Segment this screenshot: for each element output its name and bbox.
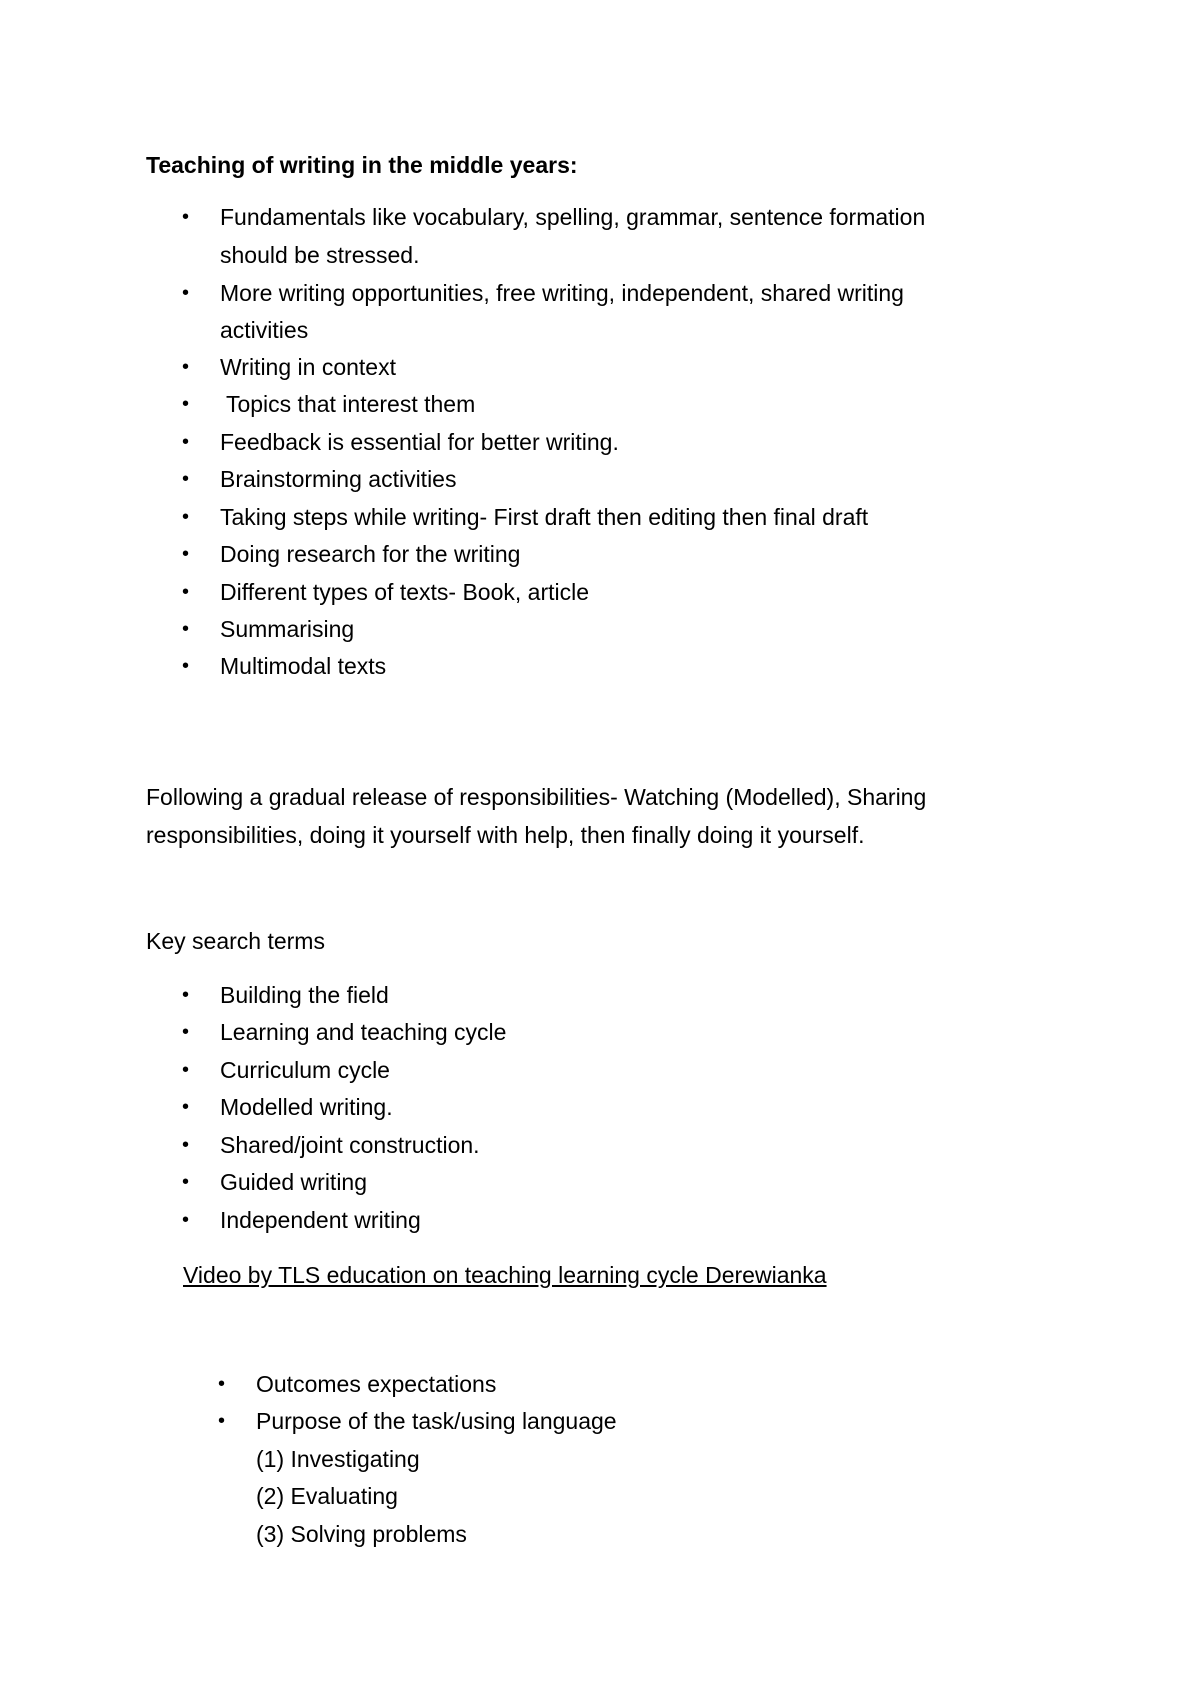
bullet-icon: • xyxy=(182,506,190,528)
bullet-icon: • xyxy=(182,984,190,1006)
list-item: Purpose of the task/using language xyxy=(256,1408,617,1434)
section-label: Key search terms xyxy=(146,928,325,954)
bullet-icon: • xyxy=(182,581,190,603)
bullet-icon: • xyxy=(182,393,190,415)
list-item: More writing opportunities, free writing, independent, shared writing xyxy=(220,280,904,306)
bullet-icon: • xyxy=(182,282,190,304)
list-item: Shared/joint construction. xyxy=(220,1132,480,1158)
list-item: Writing in context xyxy=(220,354,396,380)
bullet-icon: • xyxy=(182,1021,190,1043)
numbered-item: (1) Investigating xyxy=(256,1446,420,1472)
list-item: Feedback is essential for better writing. xyxy=(220,429,619,455)
page-title: Teaching of writing in the middle years: xyxy=(146,152,578,178)
list-item: Fundamentals like vocabulary, spelling, grammar, sentence formation xyxy=(220,204,926,230)
list-item: Topics that interest them xyxy=(220,391,476,417)
bullet-icon: • xyxy=(182,1171,190,1193)
paragraph-line: responsibilities, doing it yourself with help, then finally doing it yourself. xyxy=(146,822,865,848)
list-item: Different types of texts- Book, article xyxy=(220,579,590,605)
bullet-icon: • xyxy=(182,1096,190,1118)
bullet-icon: • xyxy=(182,356,190,378)
bullet-icon: • xyxy=(182,431,190,453)
bullet-icon: • xyxy=(182,1209,190,1231)
list-item-continuation: activities xyxy=(220,317,309,343)
list-item: Doing research for the writing xyxy=(220,541,521,567)
list-item-continuation: should be stressed. xyxy=(220,242,420,268)
bullet-icon: • xyxy=(182,468,190,490)
numbered-item: (3) Solving problems xyxy=(256,1521,467,1547)
bullet-icon: • xyxy=(182,655,190,677)
bullet-icon: • xyxy=(182,543,190,565)
list-item: Outcomes expectations xyxy=(256,1371,497,1397)
bullet-icon: • xyxy=(182,1059,190,1081)
bullet-icon: • xyxy=(182,206,190,228)
video-link[interactable]: Video by TLS education on teaching learning cycle Derewianka xyxy=(183,1262,827,1288)
list-item: Guided writing xyxy=(220,1169,368,1195)
numbered-item: (2) Evaluating xyxy=(256,1483,398,1509)
bullet-icon: • xyxy=(182,1134,190,1156)
list-item: Independent writing xyxy=(220,1207,421,1233)
list-item: Learning and teaching cycle xyxy=(220,1019,507,1045)
list-item: Brainstorming activities xyxy=(220,466,457,492)
list-item: Summarising xyxy=(220,616,355,642)
bullet-icon: • xyxy=(182,618,190,640)
list-item: Curriculum cycle xyxy=(220,1057,390,1083)
paragraph-line: Following a gradual release of responsibilities- Watching (Modelled), Sharing xyxy=(146,784,927,810)
list-item: Taking steps while writing- First draft then editing then final draft xyxy=(220,504,869,530)
list-item: Building the field xyxy=(220,982,389,1008)
list-item: Modelled writing. xyxy=(220,1094,393,1120)
bullet-icon: • xyxy=(218,1373,226,1395)
bullet-icon: • xyxy=(218,1410,226,1432)
list-item: Multimodal texts xyxy=(220,653,387,679)
